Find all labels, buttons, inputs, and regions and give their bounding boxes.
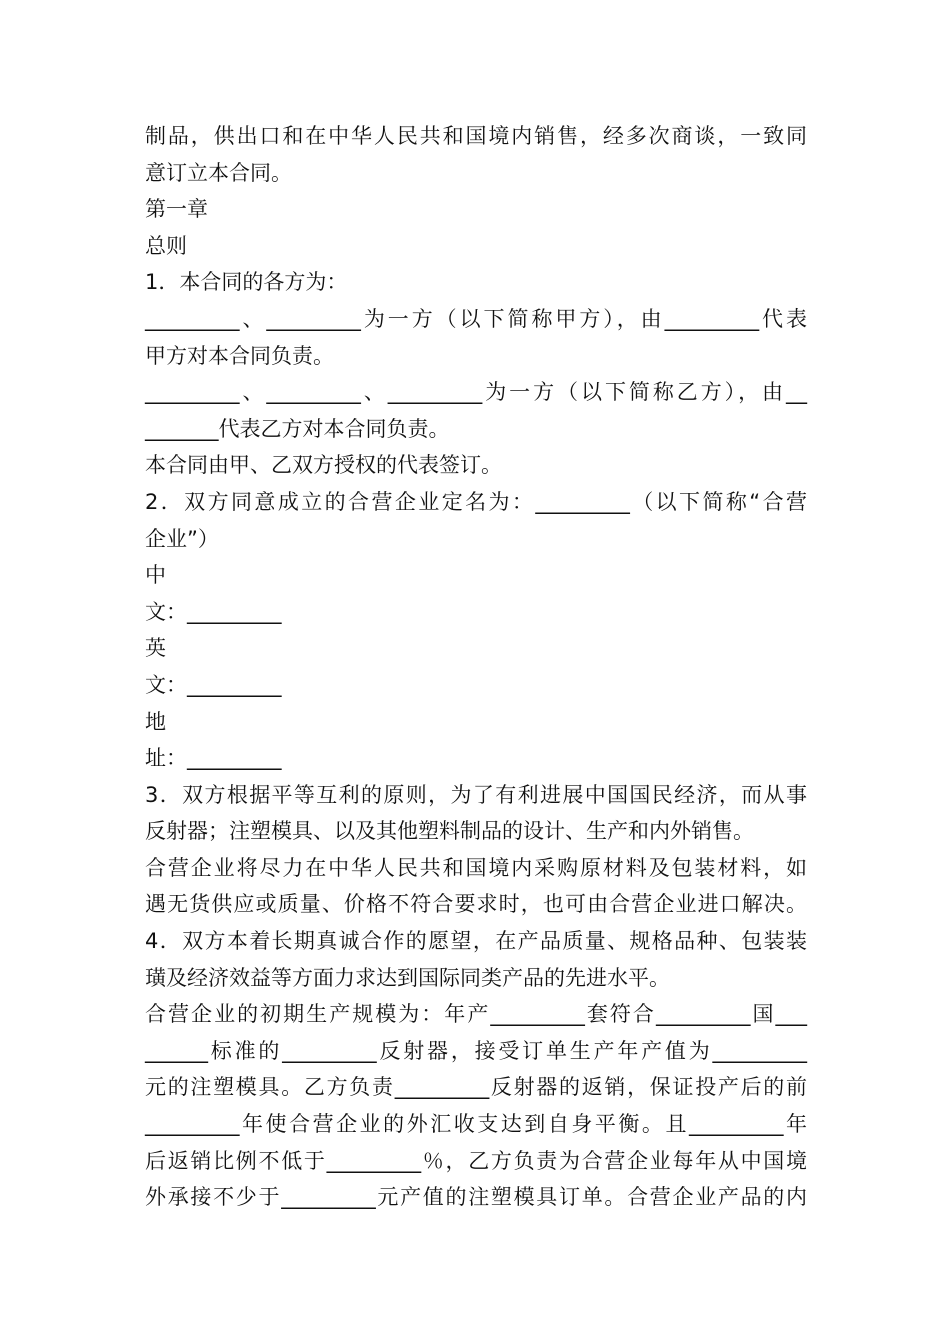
text-line: 本合同由甲、乙双方授权的代表签订。 (145, 453, 502, 478)
text-line: ______标准的_________反射器，接受订单生产年产值为_________ (145, 1038, 807, 1063)
text-line: 甲方对本合同负责。 (145, 343, 334, 368)
text-line: 遇无货供应或质量、价格不符合要求时，也可由合营企业进口解决。 (145, 892, 807, 917)
text-line: 反射器；注塑模具、以及其他塑料制品的设计、生产和内外销售。 (145, 819, 754, 844)
text-line: 合营企业将尽力在中华人民共和国境内采购原材料及包装材料，如 (145, 855, 807, 880)
text-line: _______代表乙方对本合同负责。 (145, 416, 450, 441)
text-line: 制品，供出口和在中华人民共和国境内销售，经多次商谈，一致同 (145, 124, 807, 148)
clause-heading: 2．双方同意成立的合营企业定名为：_________（以下简称“合营 (145, 489, 807, 514)
text-line: 英 (145, 636, 166, 661)
text-line: _________、_________、_________为一方（以下简称乙方），由__ (145, 380, 807, 405)
text-line: 意订立本合同。 (145, 160, 292, 185)
text-line: 文：_________ (145, 672, 282, 697)
text-line: 址：_________ (145, 746, 282, 771)
chapter-number: 第一章 (145, 197, 208, 222)
clause-heading: 3．双方根据平等互利的原则，为了有利进展中国国民经济，而从事 (145, 782, 807, 807)
clause-heading: 1．本合同的各方为： (145, 270, 348, 295)
text-line: 合营企业的初期生产规模为：年产_________套符合_________国___ (145, 1002, 807, 1027)
text-line: _________年使合营企业的外汇收支达到自身平衡。且_________年 (145, 1112, 807, 1137)
clause-heading: 4．双方本着长期真诚合作的愿望，在产品质量、规格品种、包装装 (145, 929, 807, 954)
text-line: 后返销比例不低于_________％，乙方负责为合营企业每年从中国境 (145, 1148, 807, 1173)
text-line: 中 (145, 563, 166, 588)
text-line: 文：_________ (145, 599, 282, 624)
contract-body-text (145, 118, 807, 1216)
text-line: 地 (145, 709, 166, 734)
chapter-title: 总则 (145, 233, 187, 258)
text-line: 外承接不少于_________元产值的注塑模具订单。合营企业产品的内 (145, 1185, 807, 1210)
text-line: 璜及经济效益等方面力求达到国际同类产品的先进水平。 (145, 965, 670, 990)
text-line: _________、_________为一方（以下简称甲方），由_________代表 (145, 306, 807, 331)
text-line: 元的注塑模具。乙方负责_________反射器的返销，保证投产后的前 (145, 1075, 807, 1100)
text-line: 企业”） (145, 526, 219, 551)
